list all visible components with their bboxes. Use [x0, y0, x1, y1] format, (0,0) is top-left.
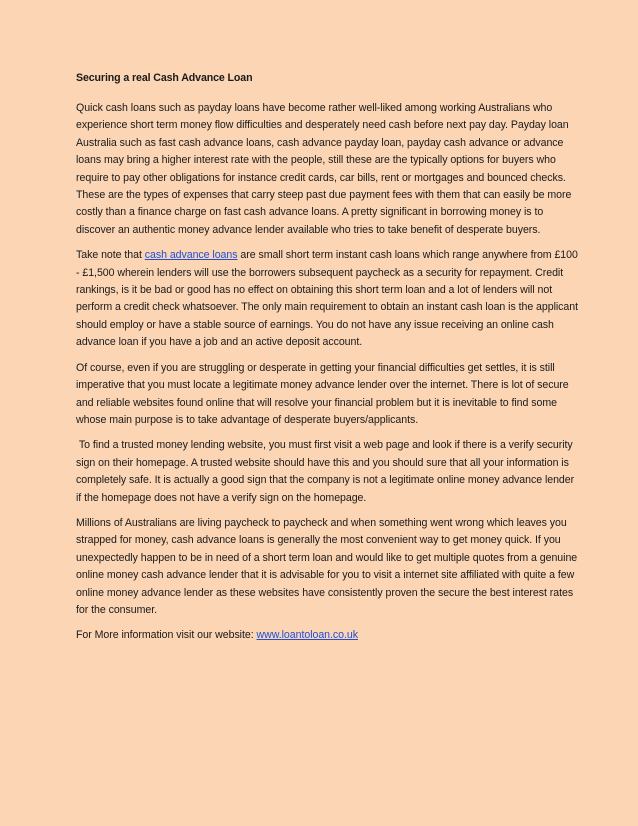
cash-advance-loans-link[interactable]: cash advance loans: [144, 249, 238, 262]
paragraph-5: Millions of Australians are living paycheck to paycheck and when something went wrong which leaves you strapped for money, cash advance loans is generally the most convenient way to get money quick. If you unexpectedly happen to be in need of a short term loan and would like to get multiple quotes from a genuine online money cash advance lender that it is advisable for you to visit a internet site affiliated with quite a few online money advance lender as these websites have consistently proven the secure the best interest rates for the consumer.: [76, 516, 578, 616]
footer-line: [76, 627, 578, 644]
paragraph-4: To find a trusted money lending website, you must first visit a web page and look if there is a verify security sign on their homepage. A trusted website should have this and you should sure that all your information is completely safe. It is actually a good sign that the company is not a legitimate online money advance lender if the homepage does not have a verify sign on the homepage.: [76, 439, 578, 504]
paragraph-2: [76, 247, 578, 351]
document-title: Securing a real Cash Advance Loan: [76, 72, 253, 84]
paragraph-3: Of course, even if you are struggling or desperate in getting your financial difficulties get settles, it is still imperative that you must locate a legitimate money advance lender over the internet. There is lot of secure and reliable websites found online that will resolve your financial problem but it is inevitable to find some whose main purpose is to take advantage of desperate buyers/applicants.: [76, 361, 569, 426]
footer-text: For More information visit our website:: [76, 629, 257, 642]
website-link[interactable]: www.loantoloan.co.uk: [256, 629, 358, 642]
paragraph-2-intro: Take note that: [76, 249, 145, 262]
paragraph-1: Quick cash loans such as payday loans have become rather well-liked among working Australians who experience short term money flow difficulties and desperately need cash before next pay day. Payday loan Australia such as fast cash advance loans, cash advance payday loan, payday cash advance or advance loans may bring a higher interest rate with the people, still these are the typically options for buyers who require to pay other obligations for instance credit cards, car bills, rent or mortgages and bounced checks. These are the types of expenses that carry steep past due payment fees with them that can easily be more costly than a finance charge on fast cash advance loans. A pretty significant in borrowing money is to discover an authentic money advance lender available who tries to take benefit of desperate buyers.: [76, 102, 572, 236]
paragraph-2-body: are small short term instant cash loans which range anywhere from £100 - £1,500 wherein lenders will use the borrowers subsequent paycheck as a security for repayment. Credit rankings, is it be bad or good has no effect on obtaining this short term loan and a lot of lenders will not perform a credit check whatsoever. The only main requirement to obtain an instant cash loan is the applicant should employ or have a stable source of earnings. You do not have any issue receiving an online cash advance loan if you have a job and an active deposit account.: [76, 249, 579, 349]
